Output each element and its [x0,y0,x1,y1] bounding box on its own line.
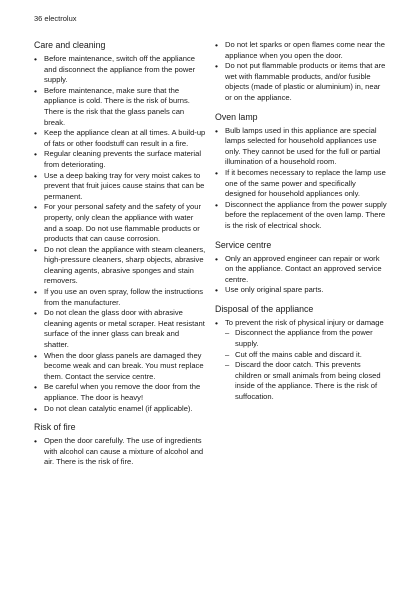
care-title: Care and cleaning [34,40,106,50]
list-item: • Bulb lamps used in this appliance are special lamps selected for household appliances use only. They cannot be used for the full or partial illumination of a household room. [215,126,387,168]
list-item: • Open the door carefully. The use of ingredients with alcohol can cause a mixture of alcohol and air. There is the risk of fire. [34,436,206,468]
service-title: Service centre [215,239,272,250]
fire-title: Risk of fire [34,422,76,433]
list-item: • When the door glass panels are damaged they become weak and can break. You must replace them. Contact the service centre. [34,351,206,383]
right-column [215,40,387,411]
list-item: • Do not clean the glass door with abrasive cleaning agents or metal scraper. Heat resistant surface of the inner glass can break and shatter. [34,308,206,350]
lamp-title: Oven lamp [215,111,258,122]
page-header: 36 electrolux [34,14,77,23]
list-item: • Disconnect the appliance from the power supply before the replacement of the oven lamp. There is the risk of electrical shock. [215,200,387,232]
list-item: – Discard the door catch. This prevents children or small animals from being closed inside of the appliance. There is the risk of suffocation. [225,360,387,402]
list-item: • Do not put flammable products or items that are wet with flammable products, and/or fusible objects (made of plastic or aluminium) in, near or on the appliance. [215,61,387,103]
care-section [34,40,206,414]
list-item: • Before maintenance, make sure that the appliance is cold. There is the risk of burns. There is the risk that the glass panels can break. [34,86,206,128]
left-column [34,40,206,476]
fire-list [34,436,206,468]
disposal-section [215,304,387,403]
service-list [215,254,387,296]
list-item [215,318,387,403]
lamp-section [215,112,387,232]
list-item: – Cut off the mains cable and discard it. [225,350,387,361]
disposal-intro: To prevent the risk of physical injury or damage [225,317,384,327]
fire-continued-section [215,40,387,104]
list-item: • Before maintenance, switch off the appliance and disconnect the appliance from the power supply. [34,54,206,86]
disposal-list [215,318,387,403]
list-item: • Use only original spare parts. [215,285,387,296]
list-item: • Only an approved engineer can repair or work on the appliance. Contact an approved service centre. [215,254,387,286]
service-section [215,240,387,296]
list-item: • Do not let sparks or open flames come near the appliance when you open the door. [215,40,387,61]
list-item: – Disconnect the appliance from the power supply. [225,328,387,349]
care-list [34,54,206,414]
fire-section [34,422,206,468]
list-item: • If you use an oven spray, follow the instructions from the manufacturer. [34,287,206,308]
list-item: • Regular cleaning prevents the surface material from deteriorating. [34,149,206,170]
list-item: • If it becomes necessary to replace the lamp use one of the same power and specifically designed for household appliances only. [215,168,387,200]
list-item: • Do not clean catalytic enamel (if applicable). [34,404,206,415]
fire-continued-list [215,40,387,104]
list-item: • For your personal safety and the safety of your property, only clean the appliance with water and a soap. Do not use flammable products or products that can cause corrosion. [34,202,206,244]
list-item: • Use a deep baking tray for very moist cakes to prevent that fruit juices cause stains that can be permanent. [34,171,206,203]
list-item: • Do not clean the appliance with steam cleaners, high-pressure cleaners, sharp objects, abrasive cleaning agents, abrasive sponges and stain removers. [34,245,206,287]
lamp-list [215,126,387,232]
disposal-title: Disposal of the appliance [215,303,314,314]
list-item: • Be careful when you remove the door from the appliance. The door is heavy! [34,382,206,403]
disposal-steps [225,328,387,402]
list-item: • Keep the appliance clean at all times. A build-up of fats or other foodstuff can result in a fire. [34,128,206,149]
